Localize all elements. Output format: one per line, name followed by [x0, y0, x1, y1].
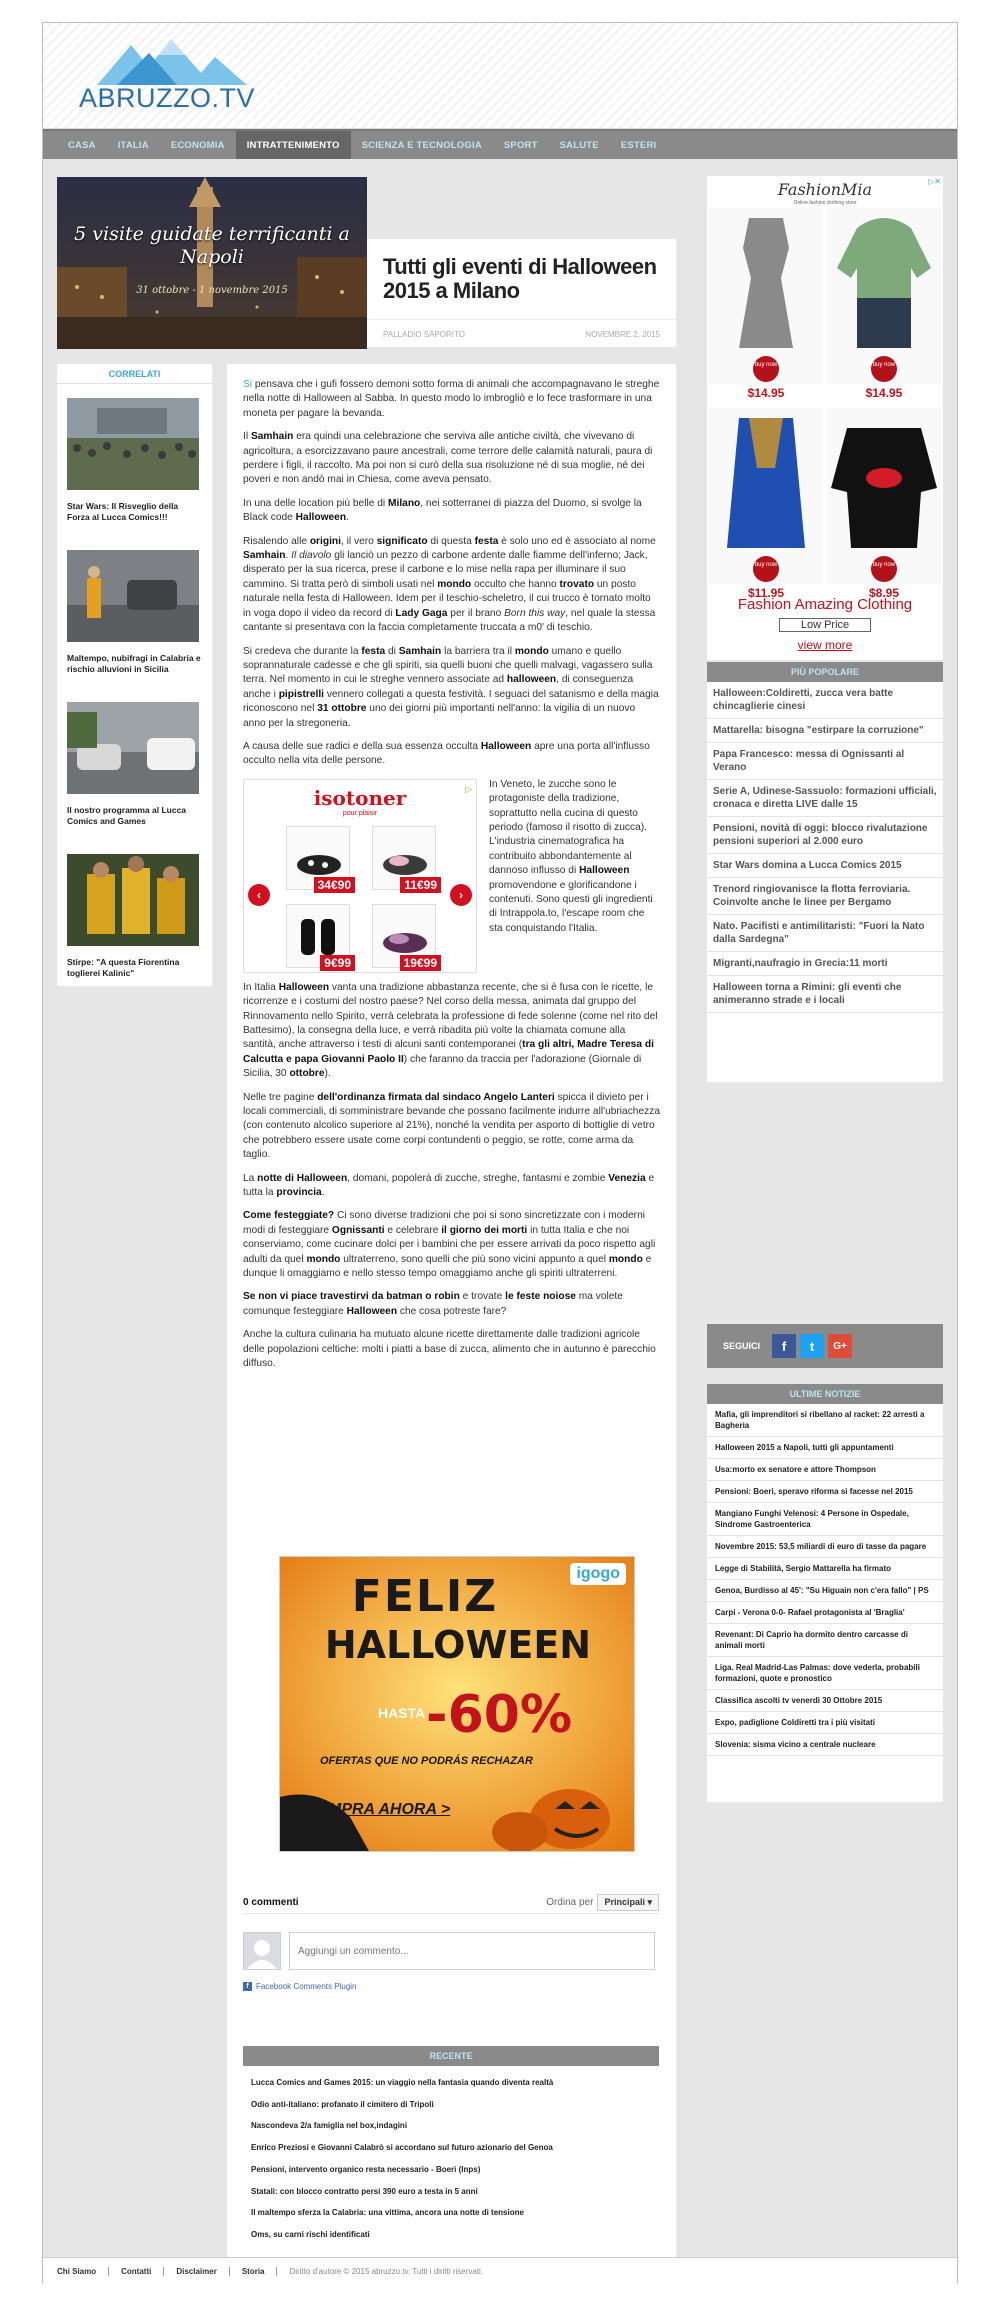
- latest-item[interactable]: Carpi - Verona 0-0- Rafael protagonista al 'Braglia': [707, 1602, 943, 1624]
- comments-count: 0 commenti: [243, 1897, 299, 1908]
- latest-item[interactable]: Genoa, Burdisso al 45': "Su Higuain non c'era fallo" | PS: [707, 1580, 943, 1602]
- follow-label: SEGUICI: [723, 1341, 761, 1351]
- popular-item[interactable]: Halloween torna a Rimini: gli eventi che animeranno strade e i locali: [707, 976, 943, 1013]
- article-meta: [367, 319, 676, 347]
- halloween-ad-offer: OFERTAS QUE NO PODRÁS RECHAZAR: [320, 1755, 533, 1767]
- latest-item[interactable]: Novembre 2015: 53,5 miliardi di euro di tasse da pagare: [707, 1536, 943, 1558]
- fashion-ad-tagline: Online fashion clothing store: [793, 200, 857, 206]
- hero-date: 31 ottobre - 1 novembre 2015: [136, 285, 288, 296]
- fashion-ad-headline: Fashion Amazing Clothing: [737, 596, 913, 613]
- google-plus-icon[interactable]: G+: [828, 1334, 852, 1358]
- article-paragraph: In una delle location più belle di Milano, nei sotterranei di piazza del Duomo, si svolge la Black code Halloween.: [243, 497, 642, 524]
- footer-link-chi-siamo[interactable]: Chi Siamo: [57, 2267, 109, 2276]
- coat-icon: [709, 408, 823, 558]
- latest-item[interactable]: Legge di Stabilità, Sergio Mattarella ha firmato: [707, 1558, 943, 1580]
- chevron-down-icon: ▾: [647, 1897, 652, 1907]
- latest-item[interactable]: Usa:morto ex senatore e attore Thompson: [707, 1459, 943, 1481]
- twitter-icon[interactable]: t: [800, 1334, 824, 1358]
- fashion-ad[interactable]: [707, 176, 943, 660]
- comment-compose: [243, 1932, 659, 1970]
- latest-item[interactable]: Revenant: Di Caprio ha dormito dentro carcasse di animali morti: [707, 1624, 943, 1657]
- recent-item[interactable]: Nascondeva 2/a famiglia nel box,indagini: [251, 2121, 408, 2131]
- article-paragraph: Si pensava che i gufi fossero demoni sotto forma di animali che accompagnavano le streghe nella notte di Halloween al Sabba. In questo modo lo imbrogliò e lo fece trasformare in una moneta per pagare la bevanda.: [243, 379, 660, 419]
- recent-item[interactable]: Oms, su carni rischi identificati: [251, 2229, 370, 2239]
- recent-section: [243, 2046, 659, 2246]
- article-link[interactable]: Si: [243, 379, 253, 390]
- hero-image[interactable]: [57, 177, 367, 349]
- halloween-ad-discount: -60%: [426, 1685, 573, 1745]
- nav-item-sport[interactable]: SPORT: [503, 139, 538, 151]
- halloween-ad-brand: igogo: [570, 1563, 626, 1585]
- buy-now-button[interactable]: buy now: [871, 556, 897, 582]
- related-sidebar: [57, 364, 212, 986]
- fashion-ad-brand: FashionMia: [777, 180, 873, 199]
- main-nav: [43, 129, 957, 159]
- popular-item[interactable]: Mattarella: bisogna "estirpare la corruzione": [707, 719, 943, 743]
- article-title-box: [367, 239, 676, 319]
- fashion-product[interactable]: [827, 208, 941, 400]
- fashion-product[interactable]: [709, 408, 823, 600]
- related-item[interactable]: [67, 550, 201, 675]
- carousel-prev-button[interactable]: ‹: [248, 884, 270, 906]
- fashion-ad-view-more[interactable]: view more: [797, 638, 853, 652]
- nav-item-italia[interactable]: ITALIA: [117, 139, 149, 151]
- recent-item[interactable]: Lucca Comics and Games 2015: un viaggio nella fantasia quando diventa realtà: [251, 2078, 554, 2087]
- hero-title: 5 visite guidate terrificanti a Napoli: [74, 223, 350, 268]
- fashion-ad-low-price: Low Price: [779, 618, 871, 632]
- buy-now-button[interactable]: buy now: [753, 556, 779, 582]
- related-caption: Il nostro programma al Lucca Comics and Games: [67, 805, 187, 826]
- related-thumb-crowd-icon: [67, 398, 199, 490]
- article-paragraph: In Veneto, le zucche sono le protagoniste della tradizione, soprattutto nella cucina di questo periodo (famoso il risotto di zucca). L'industria cinematografica ha contribuito abbondantemente al dannoso influsso di Halloween promovendone e glorificandone i contenuti. Sono questi gli ingredienti di Intrappola.to, l'escape room che sta conquistando l'Italia.: [489, 778, 653, 934]
- recent-item[interactable]: Odio anti-italiano: profanato il cimitero di Tripoli: [251, 2099, 434, 2109]
- isotoner-product[interactable]: [286, 904, 350, 968]
- facebook-plugin-link[interactable]: f Facebook Comments Plugin: [243, 1982, 659, 1991]
- recent-item[interactable]: Il maltempo sferza la Calabria: una vittima, ancora una notte di tensione: [251, 2208, 524, 2218]
- article-title: Tutti gli eventi di Halloween 2015 a Milano: [383, 254, 657, 303]
- isotoner-price: 11€99: [400, 877, 441, 893]
- site-header: [43, 23, 957, 129]
- halloween-ad-hasta: HASTA: [378, 1705, 426, 1721]
- footer-link-storia[interactable]: Storia: [242, 2267, 278, 2276]
- related-caption: Star Wars: Il Risveglio della Forza al Lucca Comics!!!: [67, 501, 179, 522]
- popular-item[interactable]: Nato. Pacifisti e antimilitaristi: "Fuori la Nato dalla Sardegna": [707, 915, 943, 952]
- article-body: [227, 364, 676, 2264]
- latest-item[interactable]: Mangiano Funghi Velenosi: 4 Persone in Ospedale, Sindrome Gastroenterica: [707, 1503, 943, 1536]
- article-paragraph: A causa delle sue radici e della sua essenza occulta Halloween apre una porta all'influsso occulto nella vita delle persone.: [243, 740, 650, 767]
- footer-link-contatti[interactable]: Contatti: [121, 2267, 164, 2276]
- logo-text: ABRUZZO.TV: [79, 83, 256, 113]
- popular-box: [707, 662, 943, 1082]
- isotoner-product[interactable]: [372, 904, 436, 968]
- popular-item[interactable]: Serie A, Udinese-Sassuolo: formazioni ufficiali, cronaca e diretta LIVE dalle 15: [707, 780, 943, 817]
- comments-section: [243, 1892, 659, 1991]
- popular-item[interactable]: Migranti,naufragio in Grecia:11 morti: [707, 952, 943, 976]
- related-item[interactable]: [67, 702, 201, 827]
- halloween-ad-line2: HALLOWEEN: [324, 1623, 592, 1667]
- latest-item[interactable]: Pensioni: Boeri, speravo riforma si facesse nel 2015: [707, 1481, 943, 1503]
- fashion-product[interactable]: [709, 208, 823, 400]
- halloween-ad-line1: FELIZ: [351, 1571, 499, 1622]
- related-caption: Stirpe: "A questa Fiorentina toglierei Kalinic": [67, 957, 180, 978]
- article-date: NOVEMBRE 2, 2015: [585, 330, 660, 339]
- footer-link-disclaimer[interactable]: Disclaimer: [176, 2267, 229, 2276]
- popular-item[interactable]: Papa Francesco: messa di Ognissanti al Verano: [707, 743, 943, 780]
- latest-heading: ULTIME NOTIZIE: [707, 1384, 943, 1404]
- related-thumb-flood-icon: [67, 550, 199, 642]
- recent-item[interactable]: Pensioni, intervento organico resta necessario - Boeri (Inps): [251, 2164, 481, 2174]
- popular-item[interactable]: Halloween:Coldiretti, zucca vera batte chincaglierie cinesi: [707, 682, 943, 719]
- article-paragraph: Se non vi piace travestirvi da batman o robin e trovate le feste noiose ma volete comunque festeggiare Halloween che cosa potreste fare?: [243, 1291, 623, 1317]
- sweater-icon: [827, 408, 941, 558]
- recent-item[interactable]: Enrico Preziosi e Giovanni Calabrò si accordano sul futuro azionario del Genoa: [251, 2143, 553, 2153]
- related-item[interactable]: [67, 398, 201, 523]
- article-paragraph: Nelle tre pagine dell'ordinanza firmata dal sindaco Angelo Lanteri spicca il divieto per i locali commerciali, di somministrare bevande che possano facilmente indurre all'ubriachezza (con contenuto alcolico superiore al 21%), nonché la vendita per asporto di bottiglie di vetro che potrebbero essere usate come corpi contundenti o peggio, se rotte, come arma da taglio.: [243, 1091, 660, 1161]
- latest-item[interactable]: Mafia, gli imprenditori si ribellano al racket: 22 arresti a Bagheria: [707, 1404, 943, 1437]
- article-paragraph: La notte di Halloween, domani, popolerà di zucche, streghe, fantasmi e zombie Venezia e tutta la provincia.: [243, 1172, 655, 1199]
- facebook-icon[interactable]: f: [772, 1334, 796, 1358]
- article-paragraph: Il Samhain era quindi una celebrazione che serviva alle antiche civiltà, che vivevano di agricoltura, a esorcizzavano paure ancestrali, come terrore delle calamità naturali, paura di perdere i figli, il raccolto. Ma poi non si curò della sua risoluzione né di sua moglie, né dei poveri e non andò mai in Chiesa, come aveva pensato.: [243, 431, 653, 486]
- nav-item-salute[interactable]: SALUTE: [559, 139, 599, 151]
- facebook-icon: f: [243, 1982, 252, 1991]
- latest-item[interactable]: Slovenia: sisma vicino a centrale nucleare: [707, 1734, 943, 1756]
- nav-item-scienza-e-tecnologia[interactable]: SCIENZA E TECNOLOGIA: [361, 139, 482, 151]
- isotoner-price: 19€99: [400, 955, 441, 971]
- latest-item[interactable]: Classifica ascolti tv venerdì 30 Ottobre 2015: [707, 1690, 943, 1712]
- comments-sort: [546, 1894, 659, 1911]
- ad-choices-icon[interactable]: ▷✕: [928, 177, 941, 186]
- carousel-next-button[interactable]: ›: [450, 884, 472, 906]
- hoodie-icon: [827, 208, 941, 358]
- latest-item[interactable]: Halloween 2015 a Napoli, tutti gli appuntamenti: [707, 1437, 943, 1459]
- halloween-ad-cta[interactable]: COMPRA AHORA >: [304, 1801, 451, 1818]
- comments-sort-select[interactable]: Principali ▾: [597, 1894, 659, 1911]
- popular-item[interactable]: Star Wars domina a Lucca Comics 2015: [707, 854, 943, 878]
- logo-mountains-icon: [97, 39, 257, 85]
- avatar: [243, 1932, 281, 1970]
- buy-now-button[interactable]: buy now: [753, 356, 779, 382]
- fashion-price: $8.95: [868, 586, 900, 600]
- isotoner-brand: isotoner: [313, 785, 407, 810]
- ad-choices-icon[interactable]: ▷: [465, 783, 472, 794]
- fashion-price: $11.95: [747, 586, 785, 600]
- article-paragraph: Come festeggiate? Ci sono diverse tradizioni che poi si sono sincretizzate con i moderni modi di festeggiare Ognissanti e celebrare il giorno dei morti in tutta Italia e che noi conserviamo, come cucinare dolci per i bambini che per essere arrivati da poco rispetto agli adulti da quel mondo ultraterreno, sono quelli che più sono vicini appunto a quel mondo e dunque li omaggiamo e nello stesso tempo omaggiamo anche gli spiriti ultraterreni.: [243, 1210, 656, 1280]
- related-caption: Maltempo, nubifragi in Calabria e rischio alluvioni in Sicilia: [67, 653, 201, 674]
- fashion-price: $14.95: [865, 386, 903, 400]
- isotoner-ad[interactable]: [243, 779, 477, 973]
- user-silhouette-icon: [247, 1937, 277, 1969]
- article-author[interactable]: PALLADIO SAPORITO: [383, 330, 465, 339]
- latest-box: [707, 1384, 943, 1802]
- article-paragraph: Risalendo alle origini, il vero significato di questa festa è solo uno ed è associato al nome Samhain. Il diavolo gli lanciò un pezzo di carbone ardente dalle fiamme dell'inferno; Jack, disperato per la sua ricerca, prese il carbone e lo mise nella rapa per illuminare il suo cammino. Si tratta però di simboli usati nel mondo occulto che hanno trovato un posto naturale nella festa di Halloween. Idem per il teschio-scheletro, il cui trucco è tornato molto in voga dopo il video da record di Lady Gaga per il brano Born this way, nel quale la stessa cantante si presentava con la faccia completamente truccata a m0' di teschio.: [243, 535, 656, 634]
- latest-item[interactable]: Expo, padiglione Coldiretti tra i più visitati: [707, 1712, 943, 1734]
- footer-copyright: Diritto d'autore © 2015 abruzzo.tv. Tutti i diritti riservati.: [289, 2266, 484, 2276]
- latest-item[interactable]: Liga. Real Madrid-Las Palmas: dove vederla, probabili formazioni, quote e pronostico: [707, 1657, 943, 1690]
- page-frame: [42, 22, 958, 2284]
- buy-now-button[interactable]: buy now: [871, 356, 897, 382]
- related-heading: CORRELATI: [57, 364, 212, 384]
- comments-bar: [243, 1892, 659, 1914]
- nav-item-economia[interactable]: ECONOMIA: [170, 139, 225, 151]
- related-thumb-traffic-icon: [67, 702, 199, 794]
- isotoner-price: 34€90: [314, 877, 355, 893]
- recent-item[interactable]: Statali: con blocco contratto persi 390 euro a testa in 5 anni: [251, 2186, 478, 2196]
- nav-item-intrattenimento[interactable]: INTRATTENIMENTO: [236, 131, 351, 159]
- site-footer: [43, 2257, 957, 2284]
- recent-heading: RECENTE: [243, 2046, 659, 2066]
- article-paragraph: Si credeva che durante la festa di Samhain la barriera tra il mondo umano e quello soprannaturale cadesse e che gli spiriti, sia quelli buoni che quelli malvagi, vagassero sulla terra. Nel momento in cui le streghe vennero associate ad halloween, di conseguenza anche i pipistrelli vennero collegati a questa festività. I seguaci del satanismo e della magia riconoscono nel 31 ottobre uno dei giorni più importanti nell'anno: la vigilia di un nuovo anno per la stregoneria.: [243, 645, 659, 729]
- follow-bar: [707, 1324, 943, 1368]
- isotoner-product[interactable]: [286, 826, 350, 890]
- site-logo[interactable]: [79, 39, 269, 119]
- nav-item-casa[interactable]: CASA: [68, 139, 96, 151]
- isotoner-brand-sub: pour plaisir: [342, 809, 378, 817]
- comments-sort-label: Ordina per: [546, 1897, 594, 1908]
- popular-item[interactable]: Trenord ringiovanisce la flotta ferroviaria. Coinvolte anche le linee per Bergamo: [707, 878, 943, 915]
- article-paragraph: In Italia Halloween vanta una tradizione abbastanza recente, che si è fusa con le ricette, le ricorrenze e i costumi del nostro paese? Nel corso della messa, animata dal gruppo del Rinnovamento nello Spirito, verrà celebrata la professione di fede solenne (come nel rito del Battesimo), la consegna della luce, e verrà ribadita più volte la chiamata comune alla santità, anche attraverso i testi di alcuni santi contemporanei (tra gli altri, Madre Teresa di Calcutta e papa Giovanni Paolo II) che faranno da traccia per l'adorazione (Giornale di Sicilia, 30 ottobre).: [243, 981, 658, 1080]
- fashion-price: $14.95: [747, 386, 785, 400]
- dress-icon: [709, 208, 823, 358]
- comment-input[interactable]: [289, 1932, 655, 1970]
- related-thumb-football-icon: [67, 854, 199, 946]
- halloween-ad[interactable]: [279, 1556, 635, 1852]
- article-paragraph: Anche la cultura culinaria ha mutuato alcune ricette direttamente dalle tradizioni agricole delle popolazioni celtiche: molti i piatti a base di zucca, alimento che in autunno è parecchio diffuso.: [243, 1329, 656, 1370]
- popular-heading: PIÙ POPOLARE: [707, 662, 943, 682]
- related-item[interactable]: [67, 854, 201, 979]
- isotoner-price: 9€99: [320, 955, 355, 971]
- nav-item-esteri[interactable]: ESTERI: [620, 139, 657, 151]
- isotoner-product[interactable]: [372, 826, 436, 890]
- popular-item[interactable]: Pensioni, novità di oggi: blocco rivalutazione pensioni superiori al 2.000 euro: [707, 817, 943, 854]
- fashion-product[interactable]: [827, 408, 941, 600]
